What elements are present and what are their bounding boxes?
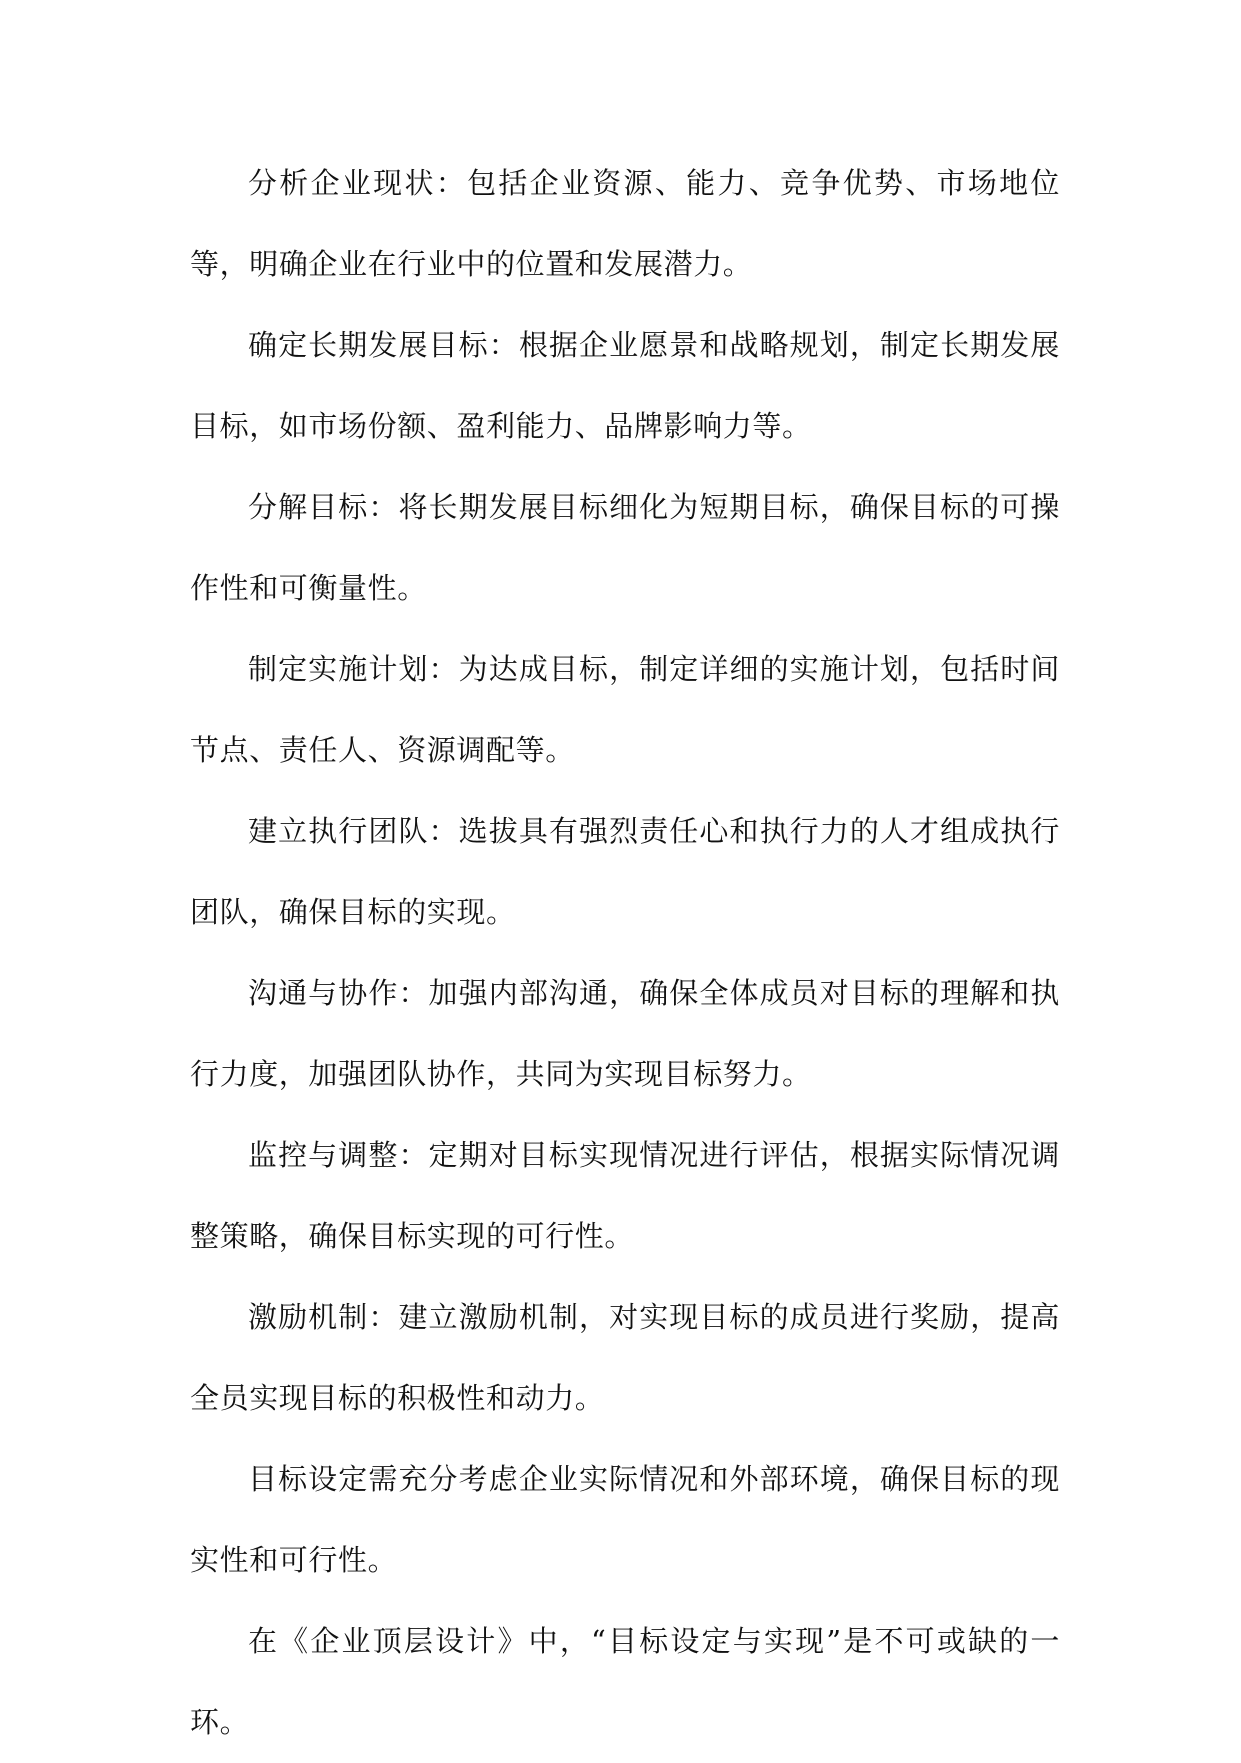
paragraph-execution-team: 建立执行团队：选拔具有强烈责任心和执行力的人才组成执行团队，确保目标的实现。: [190, 814, 1060, 929]
paragraph-decompose-goals: 分解目标：将长期发展目标细化为短期目标，确保目标的可操作性和可衡量性。: [190, 490, 1060, 605]
paragraph-implementation-plan: 制定实施计划：为达成目标，制定详细的实施计划，包括时间节点、责任人、资源调配等。: [190, 652, 1060, 767]
paragraph-communication: 沟通与协作：加强内部沟通，确保全体成员对目标的理解和执行力度，加强团队协作，共同为实现目标努力。: [190, 976, 1060, 1091]
paragraph-goal-setting-note: 目标设定需充分考虑企业实际情况和外部环境，确保目标的现实性和可行性。: [190, 1462, 1060, 1577]
paragraph-conclusion: 在《企业顶层设计》中，“目标设定与实现”是不可或缺的一环。: [190, 1624, 1060, 1739]
paragraph-long-term-goals: 确定长期发展目标：根据企业愿景和战略规划，制定长期发展目标，如市场份额、盈利能力、品牌影响力等。: [190, 328, 1060, 443]
document-body: [190, 143, 1060, 1763]
paragraph-incentives: 激励机制：建立激励机制，对实现目标的成员进行奖励，提高全员实现目标的积极性和动力。: [190, 1300, 1060, 1415]
paragraph-monitoring: 监控与调整：定期对目标实现情况进行评估，根据实际情况调整策略，确保目标实现的可行性。: [190, 1138, 1060, 1253]
paragraph-analyze-status: 分析企业现状：包括企业资源、能力、竞争优势、市场地位等，明确企业在行业中的位置和发展潜力。: [190, 166, 1060, 281]
